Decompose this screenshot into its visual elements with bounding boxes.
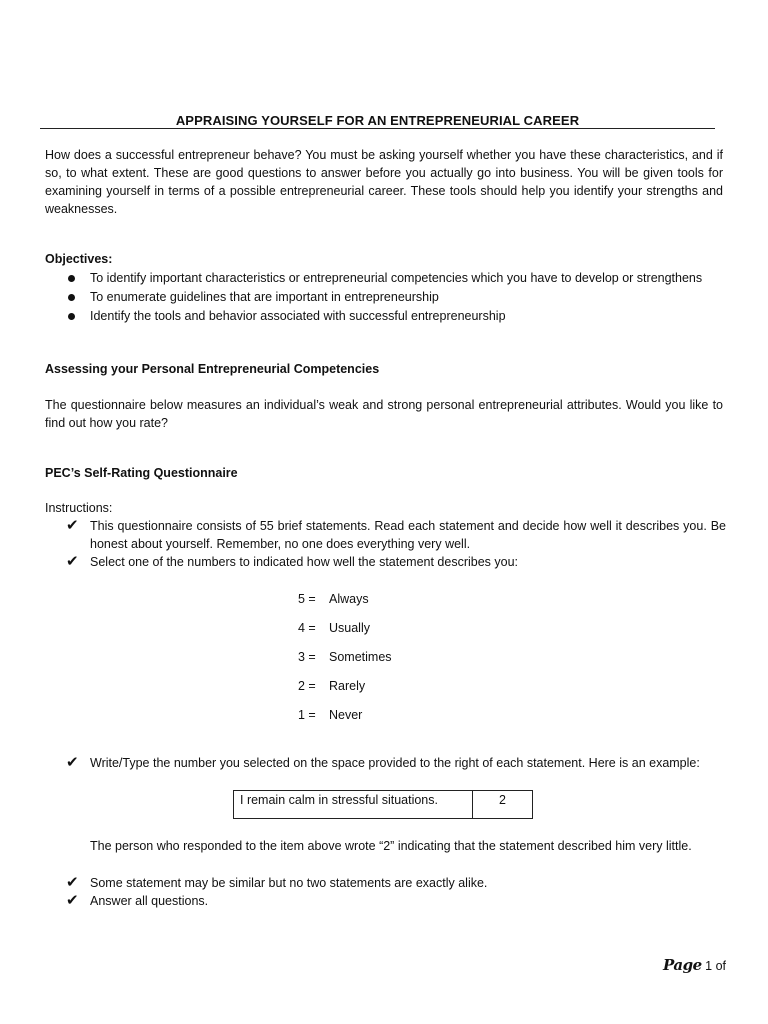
list-item: ✔ Answer all questions. (66, 892, 209, 909)
scale-item: 3 = Sometimes (298, 650, 392, 664)
bullet-icon (68, 275, 75, 282)
table-row (234, 791, 533, 819)
scale-item: 5 = Always (298, 592, 369, 606)
assess-paragraph: The questionnaire below measures an individual’s weak and strong personal entrepreneurial attributes. Would you like to find out how you rate? (45, 398, 723, 430)
page-footer (663, 956, 726, 974)
instructions-label: Instructions: (45, 501, 113, 515)
checkmark-icon: ✔ (66, 874, 79, 891)
scale-item: 2 = Rarely (298, 679, 366, 693)
rating-scale (298, 590, 498, 735)
list-item: ✔ This questionnaire consists of 55 brief statements. Read each statement and decide how well it describes you. Be honest about yourself. Remember, no one does everything very well. (66, 517, 726, 551)
assess-heading: Assessing your Personal Entrepreneurial Competencies (45, 362, 380, 376)
example-note: The person who responded to the item above wrote “2” indicating that the statement described him very little. (90, 839, 692, 853)
list-item: ✔ Some statement may be similar but no two statements are exactly alike. (66, 874, 488, 891)
page-word: Page (663, 956, 702, 974)
instructions-list (66, 517, 726, 571)
pec-heading: PEC’s Self-Rating Questionnaire (45, 466, 238, 480)
list-item: To enumerate guidelines that are important in entrepreneurship (66, 288, 726, 307)
checkmark-icon: ✔ (66, 754, 79, 771)
objectives-list (66, 269, 726, 326)
document-title: APPRAISING YOURSELF FOR AN ENTREPRENEURIAL CAREER (175, 113, 580, 128)
checkmark-icon: ✔ (66, 892, 79, 909)
example-statement: I remain calm in stressful situations. (234, 791, 473, 819)
checkmark-icon: ✔ (66, 517, 79, 534)
list-item: ✔ Select one of the numbers to indicated how well the statement describes you: (66, 553, 519, 570)
list-item: Identify the tools and behavior associated with successful entrepreneurship (66, 307, 726, 326)
checkmark-icon: ✔ (66, 553, 79, 570)
objectives-heading: Objectives: (45, 252, 113, 266)
bullet-icon (68, 294, 75, 301)
title-underline (40, 128, 715, 129)
scale-item: 4 = Usually (298, 621, 370, 635)
final-instructions-list (66, 874, 726, 910)
list-item: ✔ Write/Type the number you selected on the space provided to the right of each statement. Here is an example: (66, 754, 700, 771)
write-instruction-list (66, 754, 726, 772)
page-number: 1 (705, 959, 713, 973)
scale-item: 1 = Never (298, 708, 363, 722)
bullet-icon (68, 313, 75, 320)
example-table (233, 790, 533, 819)
intro-paragraph: How does a successful entrepreneur behave? You must be asking yourself whether you have these characteristics, and if so, to what extent. These are good questions to answer before you actually go into business. You will be given tools for examining yourself in terms of a possible entrepreneurial career. These tools should help you identify your strengths and weaknesses. (45, 148, 723, 216)
page-of: of (715, 959, 726, 973)
example-value: 2 (473, 791, 533, 819)
list-item: To identify important characteristics or entrepreneurial competencies which you have to develop or strengthens (66, 269, 726, 288)
